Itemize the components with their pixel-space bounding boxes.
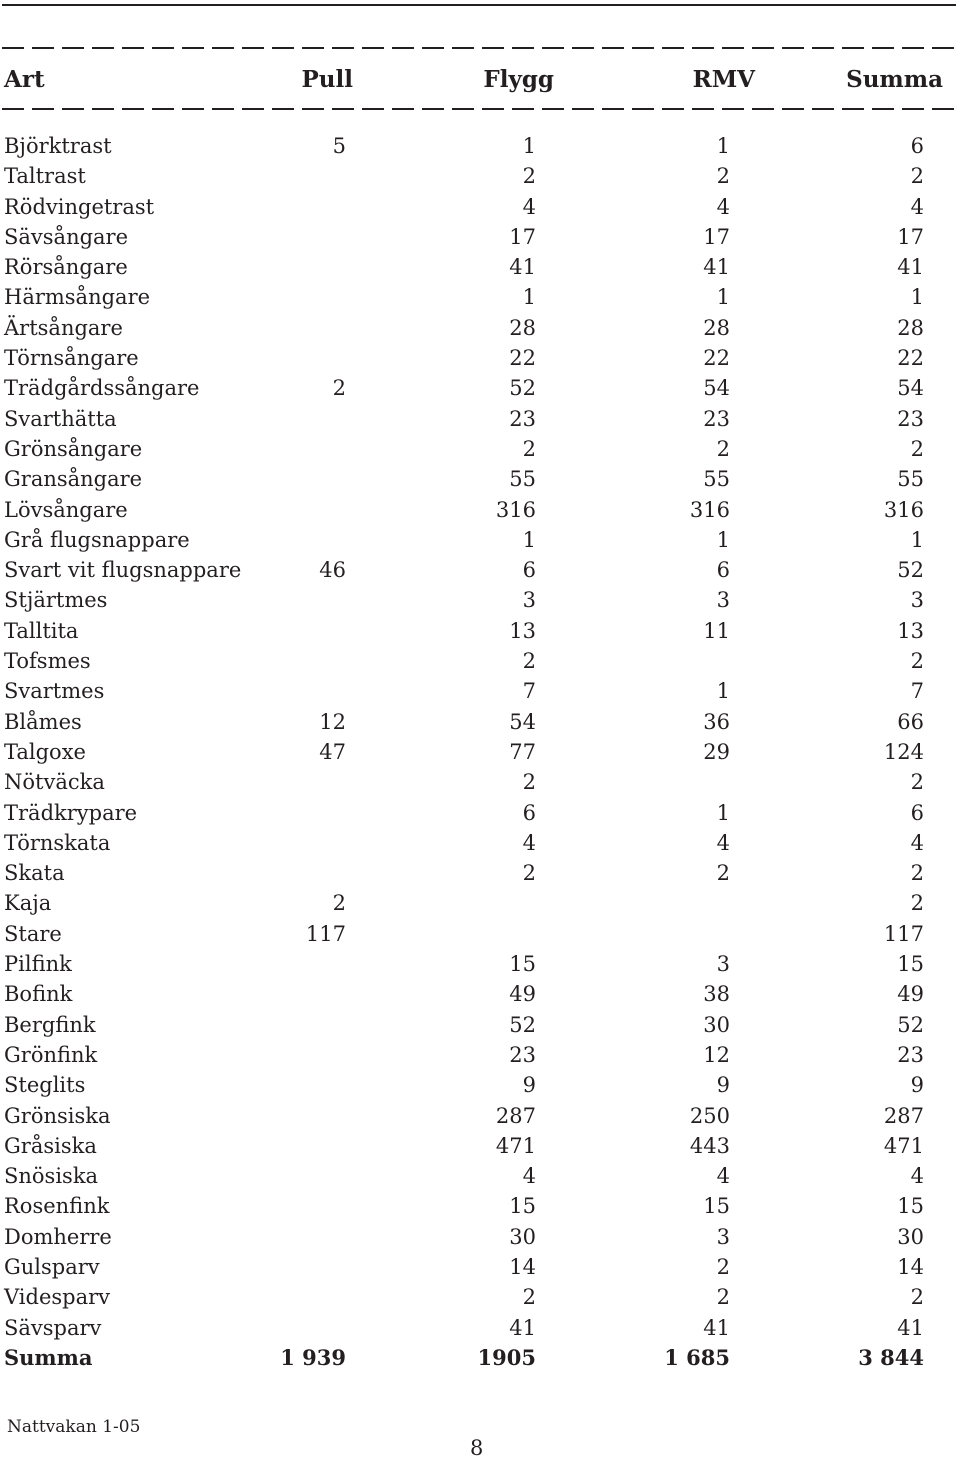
footer-source: Nattvakan 1-05 [7, 1417, 141, 1437]
rmv-value: 1 [716, 679, 730, 704]
table-row [4, 1282, 924, 1312]
summa-value: 2 [910, 436, 924, 461]
rmv-value: 22 [703, 346, 730, 371]
summa-value: 287 [883, 1103, 924, 1128]
rmv-value: 3 [716, 1224, 730, 1249]
header-flygg: Flygg [483, 66, 554, 93]
header-summa: Summa [846, 66, 943, 93]
flygg-value: 4 [522, 194, 536, 219]
flygg-value: 1905 [477, 1344, 536, 1370]
rmv-value: 2 [716, 1285, 730, 1310]
rmv-value: 29 [703, 739, 730, 764]
rmv-value: 9 [716, 1073, 730, 1098]
flygg-value: 7 [522, 679, 536, 704]
rmv-value: 443 [689, 1133, 730, 1158]
summa-value: 66 [897, 709, 924, 734]
rmv-value: 28 [703, 315, 730, 340]
flygg-value: 41 [509, 255, 536, 280]
table-row [4, 1161, 924, 1191]
table-row [4, 404, 924, 434]
flygg-value: 2 [522, 1285, 536, 1310]
flygg-value: 2 [522, 649, 536, 674]
flygg-value: 471 [495, 1133, 536, 1158]
summa-value: 2 [910, 891, 924, 916]
flygg-value: 2 [522, 436, 536, 461]
pull-value: 117 [305, 921, 346, 946]
species-name: Taltrast [4, 164, 86, 189]
summa-value: 23 [897, 406, 924, 431]
summa-value: 4 [910, 1164, 924, 1189]
rmv-value: 1 [716, 134, 730, 158]
summa-value: 15 [897, 952, 924, 977]
flygg-value: 4 [522, 830, 536, 855]
rmv-value: 1 [716, 800, 730, 825]
flygg-value: 14 [509, 1254, 536, 1279]
species-name: Talltita [4, 618, 79, 643]
rmv-value: 12 [703, 1042, 730, 1067]
flygg-value: 15 [509, 952, 536, 977]
summa-value: 2 [910, 1285, 924, 1310]
summa-value: 3 844 [858, 1344, 924, 1370]
table-row [4, 1101, 924, 1131]
table-row [4, 464, 924, 494]
pull-value: 2 [332, 891, 346, 916]
table-row [4, 222, 924, 252]
rmv-value: 1 685 [664, 1344, 730, 1370]
species-name: Grönfink [4, 1042, 98, 1067]
table-row [4, 1010, 924, 1040]
flygg-value: 49 [509, 982, 536, 1007]
table-row [4, 1131, 924, 1161]
rmv-value: 41 [703, 1315, 730, 1340]
species-name: Nötväcka [4, 770, 105, 795]
top-rule [2, 4, 956, 6]
table-row [4, 979, 924, 1009]
species-table [4, 131, 924, 1373]
species-name: Snösiska [4, 1164, 99, 1189]
table-row [4, 282, 924, 312]
species-name: Bergfink [4, 1012, 96, 1037]
summa-value: 9 [910, 1073, 924, 1098]
table-row [4, 343, 924, 373]
table-row [4, 949, 924, 979]
species-name: Steglits [4, 1073, 86, 1098]
pull-value: 2 [332, 376, 346, 401]
total-row [4, 1343, 924, 1373]
flygg-value: 287 [495, 1103, 536, 1128]
flygg-value: 28 [509, 315, 536, 340]
rmv-value: 3 [716, 588, 730, 613]
species-name: Ärtsångare [4, 315, 123, 340]
species-name: Svarthätta [4, 406, 117, 431]
flygg-value: 2 [522, 861, 536, 886]
summa-value: 1 [910, 285, 924, 310]
species-name: Blåmes [4, 709, 82, 734]
summa-value: 49 [897, 982, 924, 1007]
flygg-value: 52 [509, 1012, 536, 1037]
species-name: Talgoxe [4, 739, 86, 764]
summa-value: 41 [897, 255, 924, 280]
pull-value: 1 939 [280, 1344, 346, 1370]
table-row [4, 525, 924, 555]
summa-value: 13 [897, 618, 924, 643]
table-row [4, 858, 924, 888]
rmv-value: 2 [716, 436, 730, 461]
rmv-value: 11 [703, 618, 730, 643]
flygg-value: 1 [522, 527, 536, 552]
species-name: Törnsångare [4, 346, 139, 371]
rmv-value: 4 [716, 1164, 730, 1189]
pull-value: 5 [332, 134, 346, 158]
rmv-value: 41 [703, 255, 730, 280]
rmv-value: 23 [703, 406, 730, 431]
species-name: Kaja [4, 891, 52, 916]
species-name: Skata [4, 861, 65, 886]
summa-value: 30 [897, 1224, 924, 1249]
summa-value: 22 [897, 346, 924, 371]
header-rmv: RMV [692, 66, 755, 93]
table-row [4, 373, 924, 403]
rmv-value: 1 [716, 527, 730, 552]
table-row [4, 555, 924, 585]
species-name: Gransångare [4, 467, 143, 492]
flygg-value: 2 [522, 164, 536, 189]
summa-value: 6 [910, 134, 924, 158]
species-name: Lövsångare [4, 497, 128, 522]
rmv-value: 38 [703, 982, 730, 1007]
summa-value: 124 [883, 739, 924, 764]
flygg-value: 23 [509, 1042, 536, 1067]
header-pull: Pull [301, 66, 353, 93]
species-name: Svartmes [4, 679, 105, 704]
table-row [4, 646, 924, 676]
flygg-value: 316 [495, 497, 536, 522]
summa-value: 471 [883, 1133, 924, 1158]
summa-value: 23 [897, 1042, 924, 1067]
header-rule-top [2, 47, 956, 49]
rmv-value: 30 [703, 1012, 730, 1037]
table-row [4, 676, 924, 706]
table-row [4, 495, 924, 525]
rmv-value: 250 [689, 1103, 730, 1128]
summa-value: 1 [910, 527, 924, 552]
species-name: Stjärtmes [4, 588, 108, 613]
species-name: Sävsångare [4, 224, 129, 249]
pull-value: 12 [319, 709, 346, 734]
summa-value: 54 [897, 376, 924, 401]
flygg-value: 3 [522, 588, 536, 613]
summa-value: 117 [883, 921, 924, 946]
flygg-value: 52 [509, 376, 536, 401]
table-header [4, 66, 943, 100]
species-name: Trädkrypare [4, 800, 138, 825]
table-row [4, 919, 924, 949]
rmv-value: 1 [716, 285, 730, 310]
flygg-value: 41 [509, 1315, 536, 1340]
species-name: Rörsångare [4, 255, 128, 280]
rmv-value: 3 [716, 952, 730, 977]
table-row [4, 1040, 924, 1070]
table-row [4, 707, 924, 737]
pull-value: 47 [319, 739, 346, 764]
summa-value: 7 [910, 679, 924, 704]
summa-value: 2 [910, 861, 924, 886]
species-name: Tofsmes [4, 649, 91, 674]
summa-value: 2 [910, 649, 924, 674]
table-row [4, 828, 924, 858]
table-row [4, 1191, 924, 1221]
rmv-value: 6 [716, 558, 730, 583]
table-row [4, 737, 924, 767]
summa-value: 41 [897, 1315, 924, 1340]
summa-value: 2 [910, 164, 924, 189]
species-name: Trädgårdssångare [4, 376, 200, 401]
table-row [4, 1222, 924, 1252]
flygg-value: 55 [509, 467, 536, 492]
table-row [4, 192, 924, 222]
flygg-value: 4 [522, 1164, 536, 1189]
table-row [4, 252, 924, 282]
table-row [4, 888, 924, 918]
summa-value: 55 [897, 467, 924, 492]
flygg-value: 1 [522, 134, 536, 158]
summa-value: 28 [897, 315, 924, 340]
species-name: Stare [4, 921, 62, 946]
rmv-value: 2 [716, 861, 730, 886]
rmv-value: 17 [703, 224, 730, 249]
rmv-value: 36 [703, 709, 730, 734]
flygg-value: 23 [509, 406, 536, 431]
table-row [4, 1313, 924, 1343]
species-name: Törnskata [4, 830, 111, 855]
rmv-value: 2 [716, 1254, 730, 1279]
table-row [4, 434, 924, 464]
flygg-value: 22 [509, 346, 536, 371]
species-name: Gulsparv [4, 1254, 100, 1279]
rmv-value: 15 [703, 1194, 730, 1219]
rmv-value: 316 [689, 497, 730, 522]
species-name: Grönsiska [4, 1103, 111, 1128]
species-name: Summa [4, 1344, 93, 1370]
summa-value: 6 [910, 800, 924, 825]
species-name: Grönsångare [4, 436, 143, 461]
species-name: Pilfink [4, 952, 72, 977]
flygg-value: 2 [522, 770, 536, 795]
summa-value: 316 [883, 497, 924, 522]
pull-value: 46 [319, 558, 346, 583]
summa-value: 52 [897, 558, 924, 583]
rmv-value: 2 [716, 164, 730, 189]
flygg-value: 1 [522, 285, 536, 310]
summa-value: 2 [910, 770, 924, 795]
species-name: Domherre [4, 1224, 112, 1249]
species-name: Gråsiska [4, 1133, 97, 1158]
table-row [4, 1252, 924, 1282]
species-name: Sävsparv [4, 1315, 102, 1340]
flygg-value: 6 [522, 558, 536, 583]
species-name: Grå flugsnappare [4, 527, 190, 552]
species-name: Härmsångare [4, 285, 151, 310]
species-name: Bofink [4, 982, 73, 1007]
species-name: Svart vit flugsnappare [4, 558, 242, 583]
table-row [4, 616, 924, 646]
flygg-value: 6 [522, 800, 536, 825]
table-row [4, 767, 924, 797]
summa-value: 17 [897, 224, 924, 249]
table-row [4, 313, 924, 343]
flygg-value: 30 [509, 1224, 536, 1249]
table-row [4, 585, 924, 615]
flygg-value: 13 [509, 618, 536, 643]
flygg-value: 15 [509, 1194, 536, 1219]
summa-value: 3 [910, 588, 924, 613]
species-name: Rosenfink [4, 1194, 110, 1219]
table-row [4, 798, 924, 828]
summa-value: 14 [897, 1254, 924, 1279]
species-name: Rödvingetrast [4, 194, 155, 219]
flygg-value: 17 [509, 224, 536, 249]
rmv-value: 4 [716, 830, 730, 855]
summa-value: 15 [897, 1194, 924, 1219]
flygg-value: 77 [509, 739, 536, 764]
header-rule-bottom [2, 108, 956, 110]
summa-value: 4 [910, 830, 924, 855]
table-row [4, 131, 924, 161]
species-name: Videsparv [4, 1285, 111, 1310]
table-row [4, 161, 924, 191]
table-row [4, 1070, 924, 1100]
summa-value: 4 [910, 194, 924, 219]
rmv-value: 4 [716, 194, 730, 219]
summa-value: 52 [897, 1012, 924, 1037]
species-name: Björktrast [4, 134, 112, 158]
flygg-value: 54 [509, 709, 536, 734]
rmv-value: 55 [703, 467, 730, 492]
rmv-value: 54 [703, 376, 730, 401]
header-art: Art [4, 66, 45, 93]
page-number: 8 [470, 1436, 484, 1460]
flygg-value: 9 [522, 1073, 536, 1098]
